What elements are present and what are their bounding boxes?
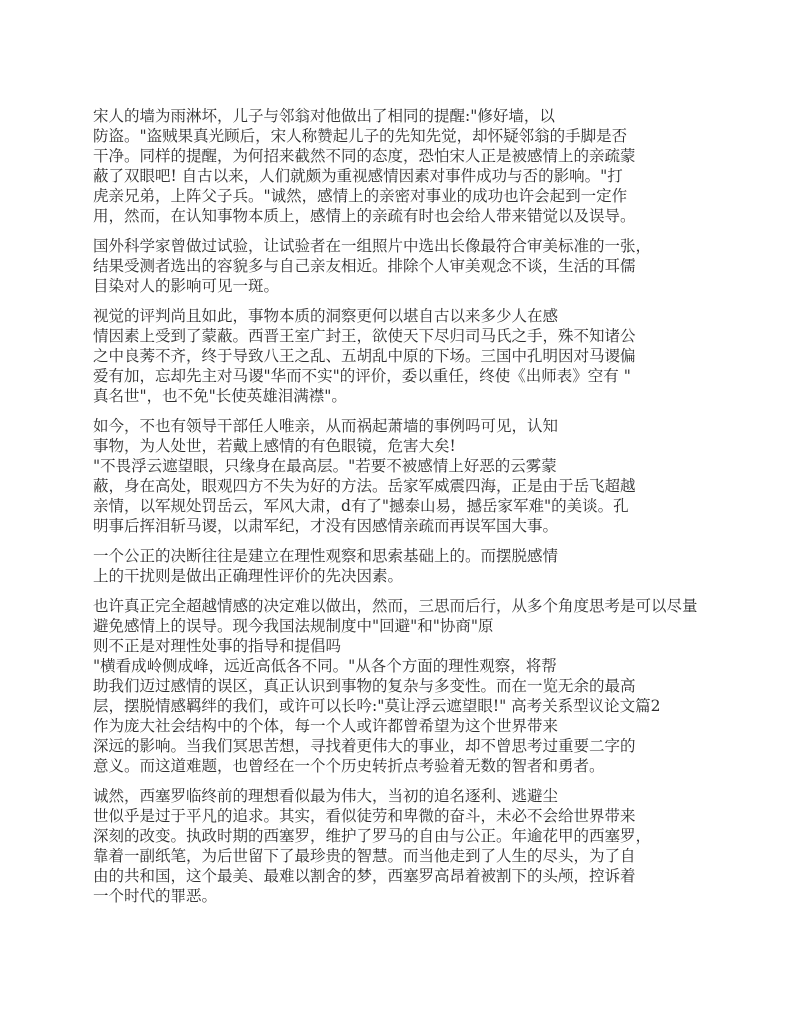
text-line: 国外科学家曾做过试验，让试验者在一组照片中选出长像最符合审美标准的一张， [93,237,652,255]
text-line: 结果受测者选出的容貌多与自己亲友相近。排除个人审美观念不谈，生活的耳儒 [93,257,636,275]
text-line: 视觉的评判尚且如此，事物本质的洞察更何以堪自古以来多少人在感 [93,307,559,325]
paragraph [93,786,698,906]
text-line: 真名世"，也不免"长使英雄泪满襟"。 [93,387,347,405]
text-line: 亲情，以军规处罚岳云，军风大肃，d有了"撼泰山易，撼岳家军难"的美谈。孔 [93,497,629,515]
paragraph [93,416,698,536]
text-line: 深刻的改变。执政时期的西塞罗，维护了罗马的自由与公正。年逾花甲的西塞罗， [93,827,652,845]
paragraph [93,596,698,776]
text-line: 明事后挥泪斩马谡，以肃军纪，才没有因感情亲疏而再误军国大事。 [93,517,559,535]
text-line: 之中良莠不齐，终于导致八王之乱、五胡乱中原的下场。三国中孔明因对马谡偏 [93,347,636,365]
text-line: 事物，为人处世，若戴上感情的有色眼镜，危害大矣! [93,437,456,455]
paragraph [93,306,698,406]
text-line: 如今，不也有领导干部任人唯亲，从而祸起萧墙的事例吗可见，认知 [93,417,559,435]
text-line: 宋人的墙为雨淋坏，儿子与邻翁对他做出了相同的提醒:"修好墙，以 [93,107,555,125]
text-line: 情因素上受到了蒙蔽。西晋王室广封王，欲使天下尽归司马氏之手，殊不知诸公 [93,327,636,345]
text-line: 深远的影响。当我们冥思苦想，寻找着更伟大的事业，却不曾思考过重要二字的 [93,737,636,755]
text-line: 蔽了双眼吧! 自古以来，人们就颇为重视感情因素对事件成功与否的影响。"打 [93,167,623,185]
text-line: 由的共和国，这个最美、最难以割舍的梦，西塞罗高昂着被割下的头颅，控诉着 [93,867,636,885]
text-line: 避免感情上的误导。现今我国法规制度中"回避"和"协商"原 [93,617,494,635]
text-line: 靠着一副纸笔，为后世留下了最珍贵的智慧。而当他走到了人生的尽头，为了自 [93,847,636,865]
text-line: "不畏浮云遮望眼，只缘身在最高层。"若要不被感情上好恶的云雾蒙 [93,457,557,475]
text-line: 蔽，身在高处，眼观四方不失为好的方法。岳家军威震四海，正是由于岳飞超越 [93,477,636,495]
text-line: 用，然而，在认知事物本质上，感情上的亲疏有时也会给人带来错觉以及误导。 [93,207,636,225]
text-line: 作为庞大社会结构中的个体，每一个人或许都曾希望为这个世界带来 [93,717,559,735]
text-line: 世似乎是过于平凡的追求。其实，看似徒劳和卑微的奋斗，未必不会给世界带来 [93,807,636,825]
text-line: 一个时代的罪恶。 [93,887,218,905]
text-line: 则不正是对理性处事的指导和提倡吗 [93,637,342,655]
paragraph [93,106,698,226]
text-line: 上的干扰则是做出正确理性评价的先决因素。 [93,567,404,585]
text-line: 爱有加，忘却先主对马谡"华而不实"的评价，委以重任，终使《出师表》空有 " [93,367,631,385]
paragraph [93,236,698,296]
document-body [93,106,698,916]
text-line: 干净。同样的提醒，为何招来截然不同的态度，恐怕宋人正是被感情上的亲疏蒙 [93,147,636,165]
text-line: 一个公正的决断往往是建立在理性观察和思索基础上的。而摆脱感情 [93,547,559,565]
text-line: 也许真正完全超越情感的决定难以做出，然而，三思而后行，从多个角度思考是可以尽量 [93,597,698,615]
text-line: 目染对人的影响可见一斑。 [93,277,280,295]
text-line: 诚然，西塞罗临终前的理想看似最为伟大，当初的追名逐利、逃避尘 [93,787,559,805]
text-line: 层，摆脱情感羁绊的我们，或许可以长吟:"莫让浮云遮望眼!" 高考关系型议论文篇2 [93,697,661,715]
text-line: 虎亲兄弟，上阵父子兵。"诚然，感情上的亲密对事业的成功也许会起到一定作 [93,187,628,205]
text-line: 助我们迈过感情的误区，真正认识到事物的复杂与多变性。而在一览无余的最高 [93,677,636,695]
text-line: "横看成岭侧成峰，远近高低各不同。"从各个方面的理性观察，将帮 [93,657,557,675]
text-line: 防盗。"盗贼果真光顾后，宋人称赞起儿子的先知先觉，却怀疑邻翁的手脚是否 [93,127,628,145]
text-line: 意义。而这道难题，也曾经在一个个历史转折点考验着无数的智者和勇者。 [93,757,605,775]
paragraph [93,546,698,586]
